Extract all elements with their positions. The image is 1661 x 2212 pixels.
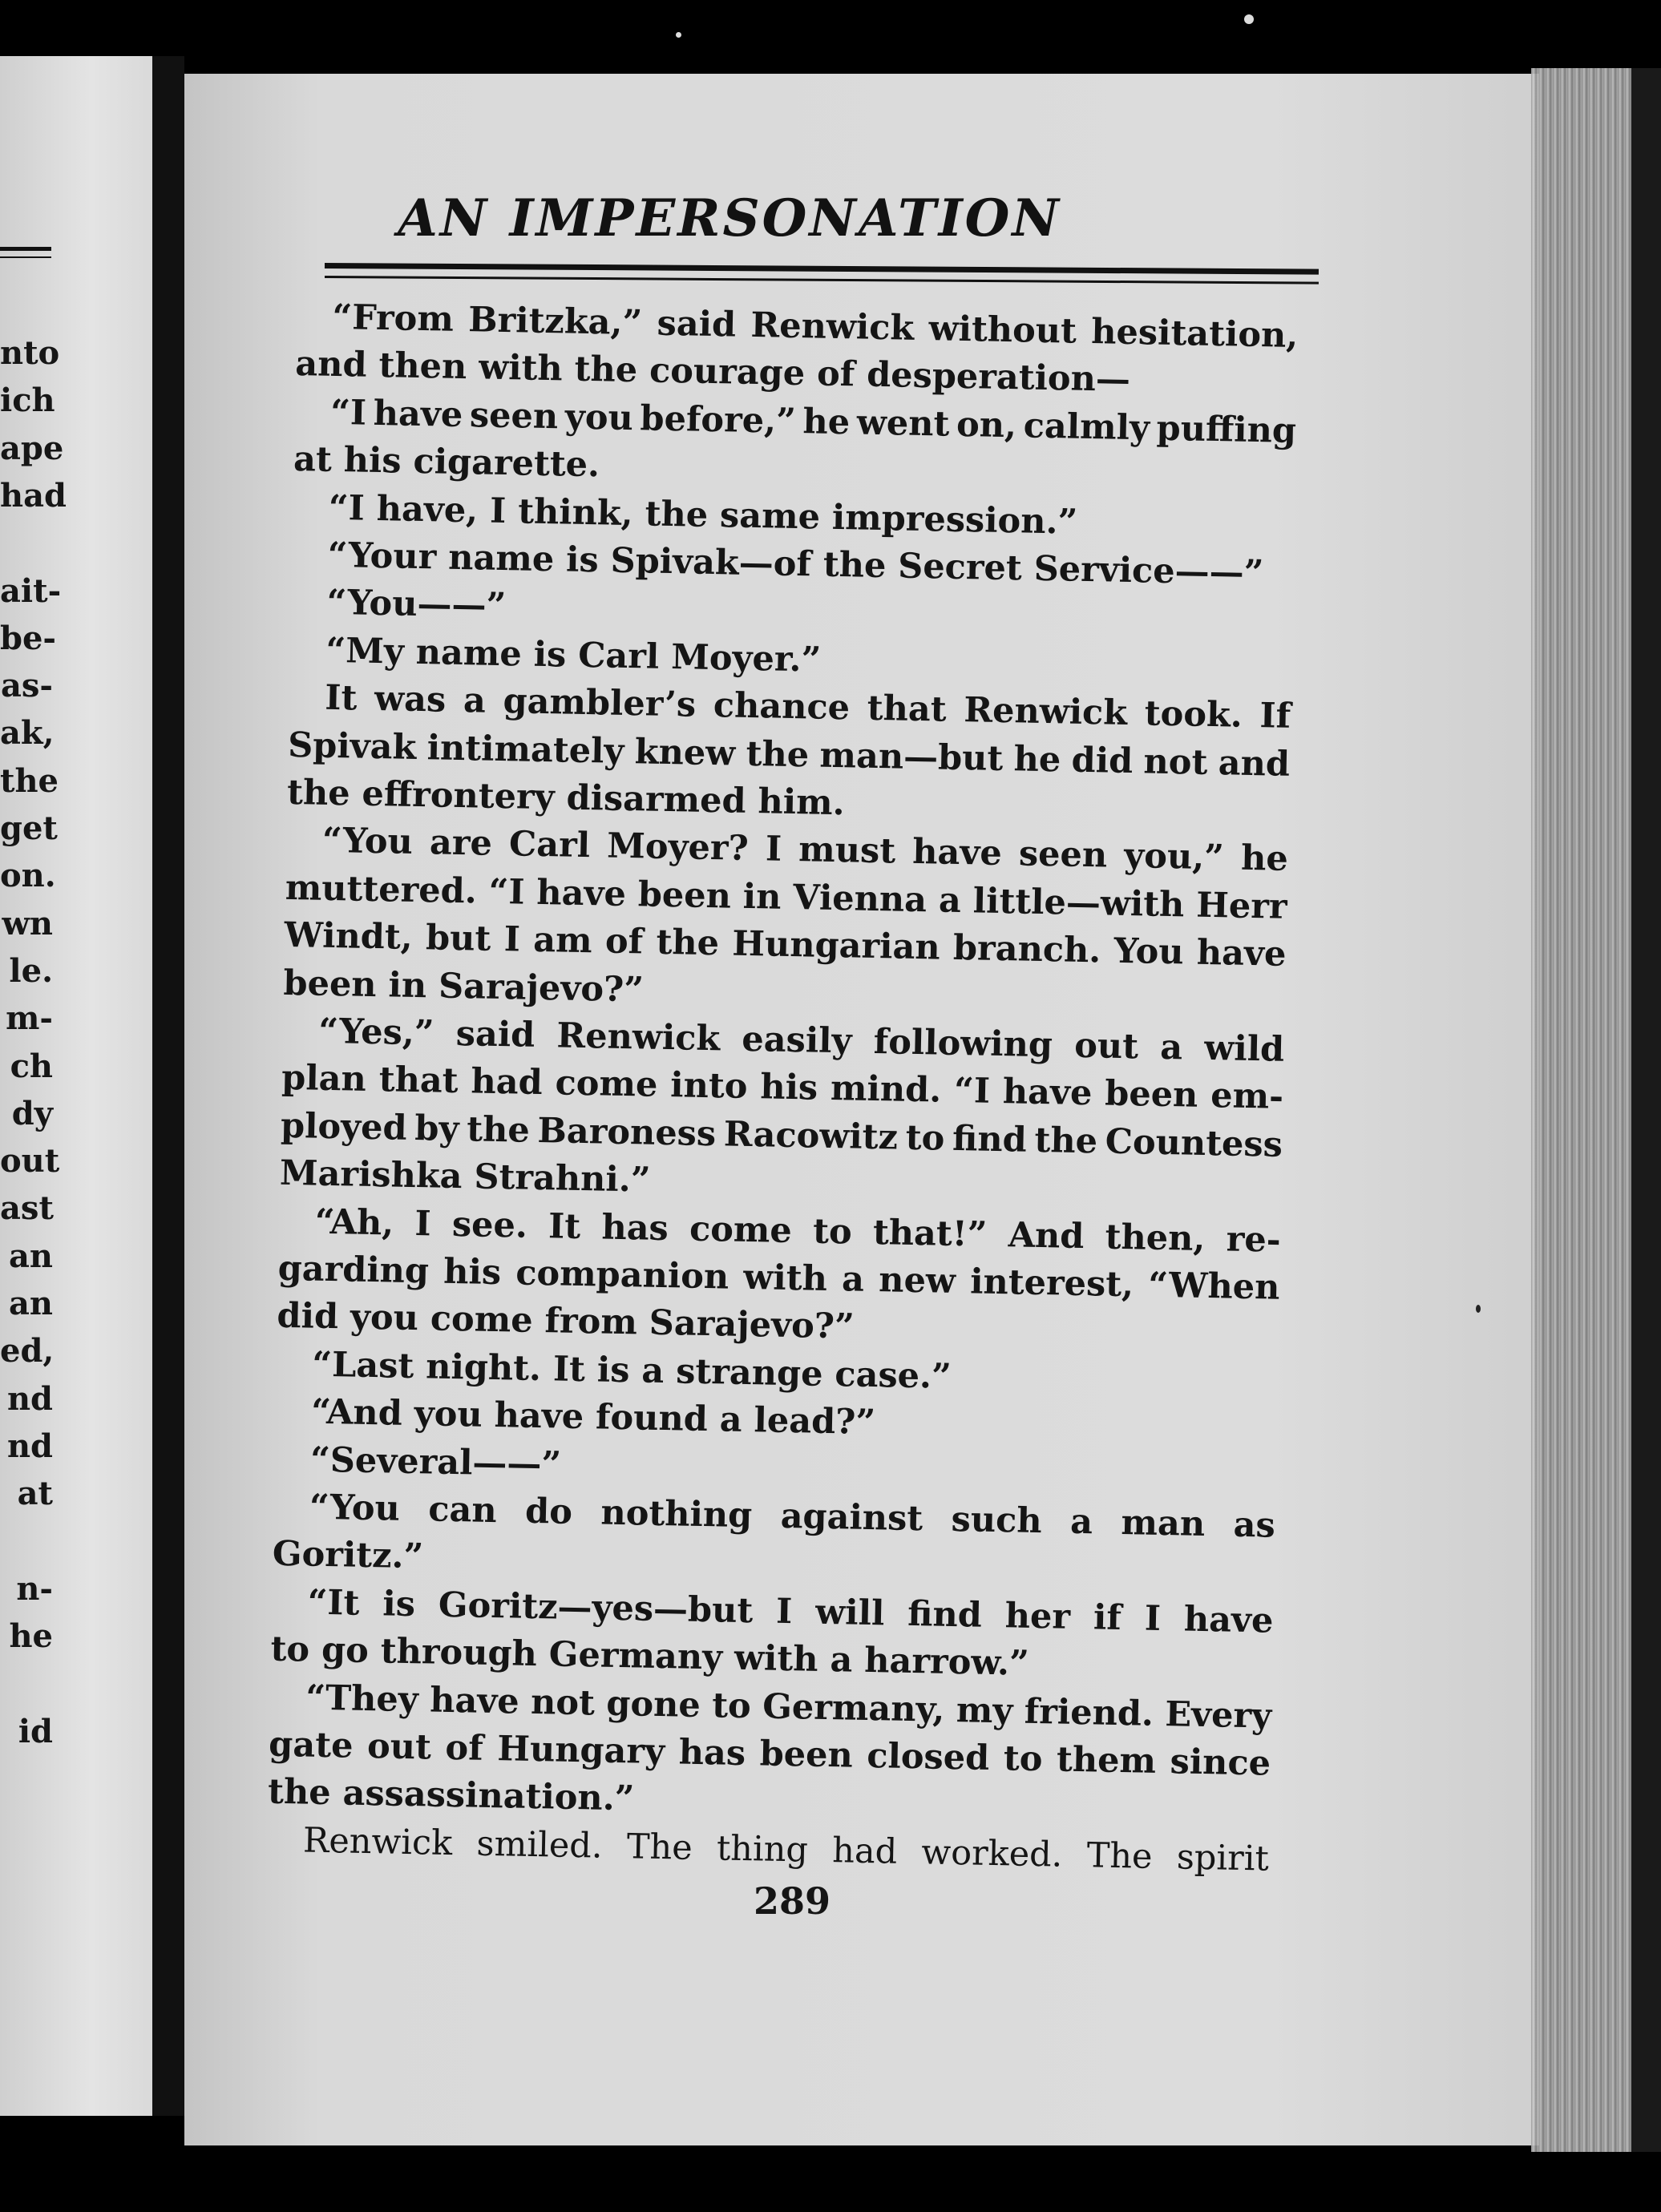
left-page-fragment: ch	[10, 1047, 53, 1085]
word: are	[429, 822, 493, 865]
word: been	[1104, 1073, 1198, 1116]
word: to	[905, 1117, 945, 1159]
left-page	[0, 56, 152, 2116]
word: you	[564, 397, 634, 438]
left-page-fragment: m-	[6, 999, 53, 1038]
word: a	[841, 1259, 865, 1300]
word: Renwick	[750, 305, 915, 349]
word: such	[951, 1499, 1043, 1542]
left-page-fragment: nd	[6, 1427, 53, 1465]
word: have	[373, 393, 463, 435]
word: the	[1034, 1120, 1098, 1162]
word: of	[604, 921, 644, 963]
word: out	[366, 1726, 432, 1768]
word: Herr	[1195, 885, 1288, 927]
word: has	[678, 1732, 746, 1774]
word: come	[555, 1063, 658, 1106]
word: my	[956, 1689, 1013, 1732]
word: said	[657, 303, 737, 345]
left-page-fragment: he	[9, 1617, 53, 1656]
word: a	[938, 880, 962, 921]
word: have	[1196, 932, 1287, 975]
word: Vienna	[792, 877, 927, 921]
text-line: “You——”	[326, 583, 507, 627]
dust-speck	[676, 32, 681, 38]
text-line: been in Sarajevo?”	[283, 963, 645, 1011]
word: have	[1183, 1599, 1274, 1641]
word: he	[1013, 738, 1061, 780]
word: Britzka,”	[467, 300, 643, 344]
word: to	[711, 1685, 752, 1726]
word: garding	[277, 1248, 430, 1292]
left-page-fragment: as-	[0, 667, 53, 705]
word: the	[466, 1109, 531, 1151]
word: had	[471, 1061, 544, 1104]
word: before,”	[640, 398, 797, 442]
word: am	[532, 920, 593, 962]
word: a	[1159, 1027, 1183, 1068]
text-line: “And you have found a lead?”	[310, 1391, 876, 1443]
word: Germany,	[762, 1686, 945, 1730]
word: Racowitz	[723, 1114, 899, 1158]
word: not	[1143, 741, 1208, 783]
word: I	[503, 919, 521, 960]
word: and	[1218, 742, 1291, 785]
word: It	[548, 1205, 581, 1247]
left-page-fragment: le.	[9, 951, 53, 990]
word: ployed	[280, 1105, 408, 1148]
text-line: “Your name is Spivak—of the Secret Service——”	[327, 535, 1264, 594]
left-page-fragment: ait-	[0, 571, 62, 610]
word: had	[831, 1830, 898, 1872]
book-cover-edge	[1631, 68, 1661, 2152]
word: his	[759, 1067, 818, 1109]
word: following	[873, 1021, 1053, 1066]
word: knew	[634, 731, 736, 774]
word: but	[425, 918, 491, 959]
book-gutter	[152, 56, 184, 2116]
left-page-fragment: ast	[0, 1189, 54, 1228]
word: on,	[956, 404, 1017, 446]
left-page-fragment: nto	[0, 334, 60, 372]
word: worked.	[920, 1832, 1063, 1875]
text-line: “I have, I think, the same impression.”	[328, 487, 1078, 543]
word: did	[1071, 740, 1134, 781]
word: “I	[488, 871, 525, 913]
word: em-	[1210, 1076, 1284, 1118]
word: not	[530, 1681, 596, 1724]
word: without	[928, 309, 1077, 352]
word: has	[600, 1207, 669, 1249]
word: seen	[1018, 834, 1108, 876]
word: have	[911, 832, 1003, 874]
word: he	[802, 401, 851, 443]
word: said	[455, 1013, 535, 1056]
text-line: to go through Germany with a harrow.”	[270, 1629, 1030, 1685]
text-line: and then with the courage of desperation—	[294, 344, 1131, 401]
left-page-fragment: an	[9, 1237, 53, 1275]
page-number: 289	[754, 1879, 831, 1923]
word: re-	[1226, 1219, 1282, 1261]
word: can	[427, 1489, 498, 1532]
left-page-fragment: ape	[0, 429, 64, 467]
left-page-fragment: on.	[0, 857, 56, 895]
word: companion	[515, 1253, 729, 1298]
word: puffing	[1156, 408, 1297, 451]
word: “They	[305, 1677, 419, 1720]
word: gate	[268, 1724, 354, 1766]
word: The	[1086, 1835, 1154, 1877]
word: Countess	[1105, 1121, 1283, 1165]
word: closed	[866, 1735, 990, 1778]
word: in	[742, 876, 782, 918]
word: gone	[605, 1683, 701, 1726]
word: intimately	[426, 727, 624, 772]
word: Windt,	[284, 915, 414, 959]
word: Baroness	[537, 1110, 717, 1155]
word: was	[374, 679, 447, 721]
word: to	[812, 1211, 853, 1253]
word: Renwick	[963, 690, 1128, 734]
word: with	[742, 1257, 828, 1299]
text-line: the assassination.”	[267, 1772, 635, 1819]
text-line: “Last night. It is a strange case.”	[311, 1344, 952, 1397]
left-page-fragment: get	[0, 809, 58, 847]
word: man—but	[819, 735, 1004, 779]
word: been	[637, 874, 732, 917]
word: interest,	[969, 1261, 1134, 1306]
word: the	[746, 733, 810, 775]
word: do	[524, 1491, 573, 1532]
word: nothing	[600, 1492, 753, 1536]
word: “It	[307, 1582, 360, 1624]
left-page-fragment: ed,	[0, 1332, 55, 1370]
word: I	[414, 1203, 432, 1245]
left-page-fragment: wn	[2, 904, 53, 943]
left-page-fragment: ak,	[0, 714, 55, 753]
page-edges	[1531, 68, 1631, 2152]
left-page-fragment: had	[0, 476, 67, 515]
word: easily	[741, 1019, 852, 1062]
word: calmly	[1023, 406, 1150, 449]
word: a	[463, 680, 487, 721]
word: “Yes,”	[317, 1011, 435, 1054]
word: that	[867, 688, 948, 730]
word: have	[1002, 1072, 1093, 1114]
word: took.	[1144, 693, 1243, 736]
word: Renwick	[556, 1015, 721, 1060]
word: them	[1056, 1739, 1157, 1782]
text-line: at his cigarette.	[293, 439, 600, 486]
word: come	[689, 1209, 793, 1251]
word: a	[1069, 1501, 1093, 1543]
word: he	[1240, 838, 1289, 880]
word: I	[775, 1591, 793, 1632]
word: find	[952, 1118, 1028, 1160]
left-page-fragment: dy	[11, 1094, 53, 1132]
word: “From	[332, 297, 455, 340]
left-page-fragment: ich	[0, 381, 55, 420]
word: Moyer?	[606, 825, 750, 870]
word: into	[669, 1065, 748, 1108]
word: Hungary	[496, 1729, 665, 1773]
word: the	[656, 922, 720, 964]
word: spirit	[1176, 1837, 1270, 1879]
word: must	[798, 830, 896, 872]
word: The	[626, 1827, 693, 1868]
left-page-fragment: be-	[0, 619, 57, 657]
text-line: did you come from Sarajevo?”	[277, 1296, 855, 1347]
word: since	[1170, 1742, 1271, 1784]
word: “When	[1147, 1265, 1280, 1308]
word: If	[1259, 696, 1291, 737]
word: will	[814, 1592, 885, 1634]
word: man	[1121, 1503, 1206, 1545]
word: friend.	[1024, 1691, 1154, 1734]
left-page-fragment: at	[17, 1475, 53, 1513]
text-line: “Several——”	[309, 1439, 562, 1485]
word: as	[1233, 1504, 1276, 1546]
word: have	[535, 872, 627, 914]
left-page-fragment: id	[18, 1712, 53, 1750]
word: Spivak	[287, 725, 417, 768]
word: “I	[329, 392, 367, 434]
word: wild	[1203, 1027, 1285, 1070]
left-page-fragment: out	[0, 1142, 60, 1181]
word: find	[907, 1593, 983, 1636]
word: hesitation,	[1090, 312, 1299, 356]
word: have	[429, 1680, 520, 1722]
word: And	[1008, 1214, 1085, 1257]
dust-speck	[1476, 1305, 1481, 1313]
word: I	[765, 829, 782, 870]
word: then,	[1105, 1217, 1206, 1259]
word: Renwick	[302, 1820, 453, 1863]
word: Hungarian	[731, 923, 941, 968]
word: is	[382, 1584, 416, 1625]
word: to	[1003, 1738, 1043, 1780]
word: Every	[1164, 1693, 1272, 1737]
word: branch.	[952, 928, 1101, 971]
word: plan	[281, 1058, 367, 1100]
word: smiled.	[476, 1823, 603, 1867]
word: “You	[321, 821, 414, 863]
text-line: Marishka Strahni.”	[279, 1152, 651, 1201]
word: out	[1073, 1025, 1139, 1068]
word: muttered.	[285, 867, 478, 912]
word: I	[1144, 1598, 1162, 1639]
running-header: AN IMPERSONATION	[398, 188, 1061, 248]
word: that!”	[872, 1212, 988, 1255]
left-page-fragment: the	[0, 761, 59, 800]
left-page-fragment: n-	[16, 1569, 53, 1608]
word: Carl	[508, 824, 591, 866]
left-page-rule-thin	[0, 256, 51, 258]
word: of	[445, 1727, 484, 1769]
word: little—with	[972, 881, 1185, 926]
dust-speck	[1244, 14, 1254, 24]
word: if	[1093, 1597, 1122, 1638]
word: thing	[716, 1828, 809, 1871]
word: by	[414, 1108, 459, 1149]
text-line: “My name is Carl Moyer.”	[325, 630, 822, 680]
text-line: the effrontery disarmed him.	[286, 772, 846, 824]
word: mind.	[830, 1068, 942, 1112]
word: “I	[953, 1071, 991, 1112]
left-page-fragment: nd	[6, 1379, 53, 1418]
word: his	[443, 1251, 502, 1294]
text-line: Goritz.”	[272, 1534, 424, 1577]
word: chance	[713, 685, 851, 729]
word: gambler’s	[503, 681, 697, 725]
word: been	[759, 1734, 854, 1776]
word: seen	[469, 394, 559, 438]
word: against	[780, 1496, 923, 1540]
word: “Ah,	[314, 1201, 394, 1244]
word: It	[324, 677, 358, 719]
word: her	[1004, 1596, 1071, 1637]
word: new	[878, 1260, 956, 1302]
word: see.	[451, 1204, 528, 1246]
word: Goritz—yes—but	[438, 1584, 754, 1632]
word: you,”	[1123, 836, 1225, 878]
word: that	[378, 1060, 459, 1102]
word: You	[1113, 930, 1185, 973]
left-page-fragment: an	[9, 1285, 53, 1322]
word: went	[856, 402, 950, 445]
left-page-rule	[0, 247, 51, 251]
word: “You	[309, 1487, 401, 1529]
